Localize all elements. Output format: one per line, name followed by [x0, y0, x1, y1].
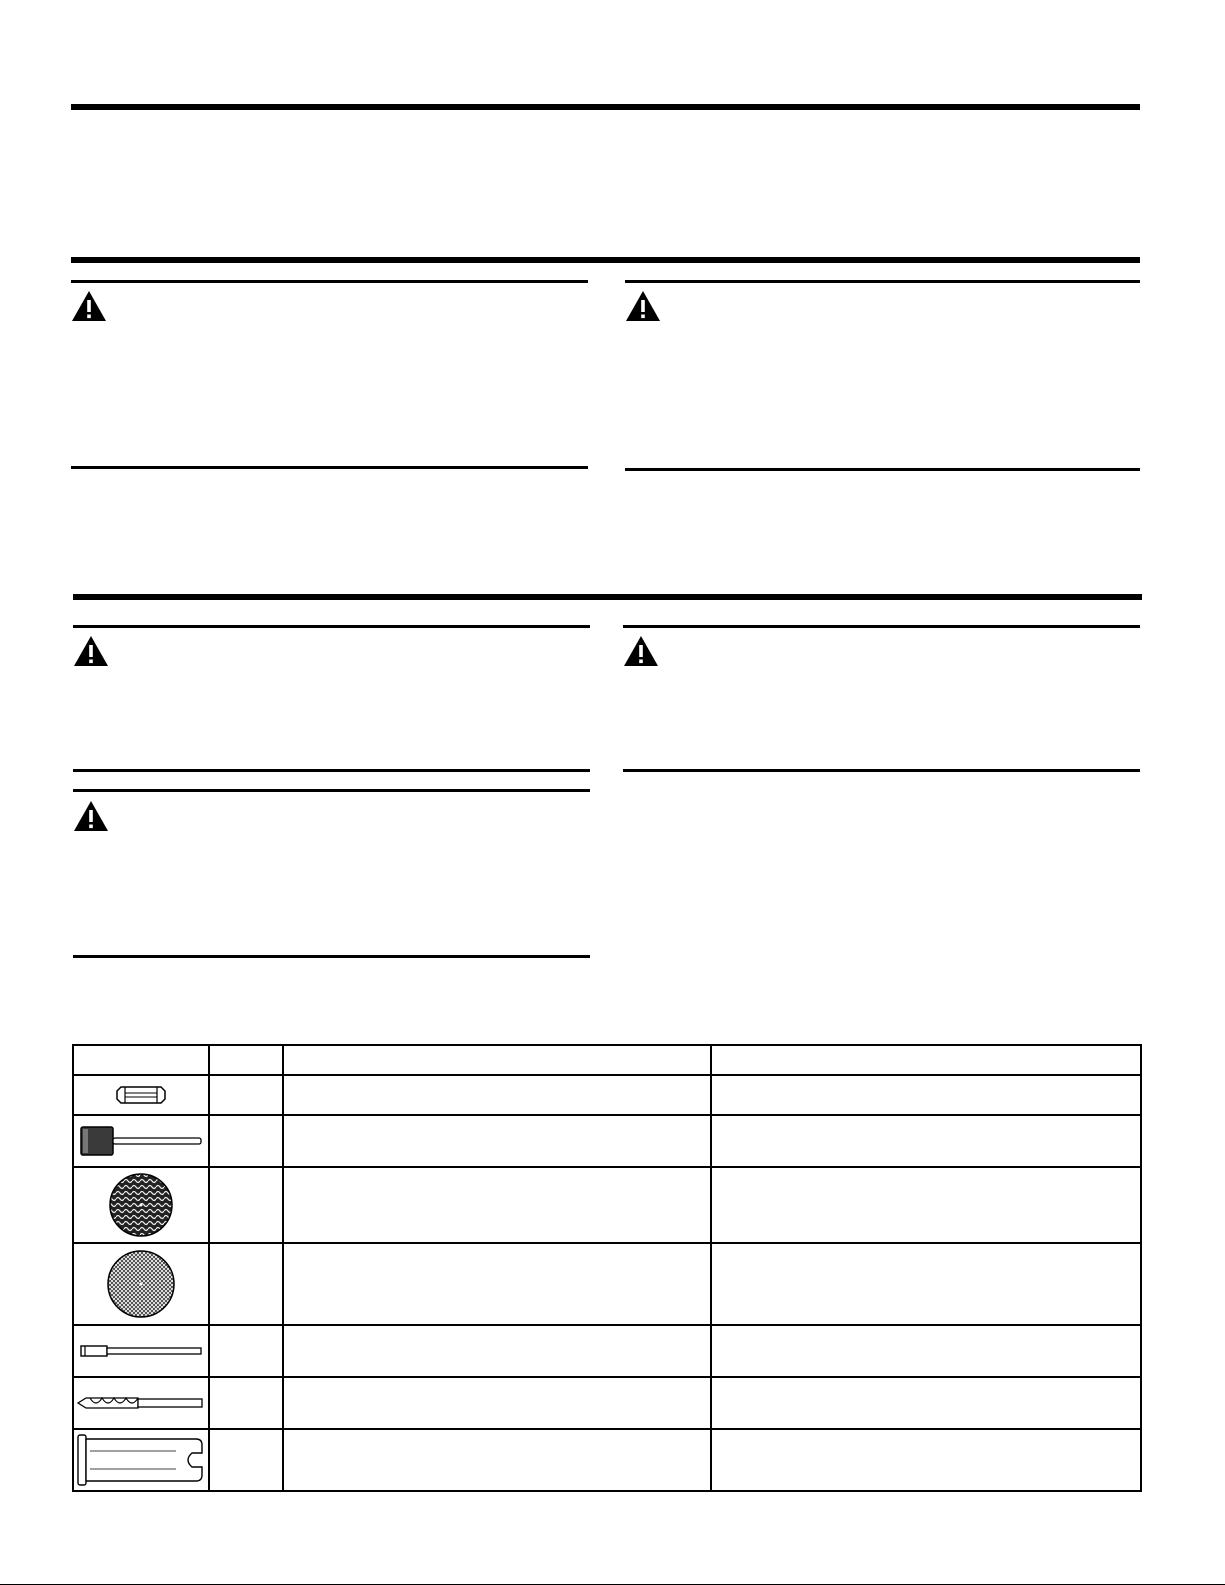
warning-box-2-bottom-rule — [625, 468, 1140, 471]
row-qty — [209, 1325, 283, 1377]
row-qty — [209, 1167, 283, 1243]
collet-icon — [115, 1082, 167, 1108]
row-use — [711, 1377, 1141, 1429]
row-illustration — [73, 1075, 209, 1115]
reinforced-cutoff-wheel-icon — [106, 1249, 176, 1319]
warning-triangle-icon — [623, 635, 659, 667]
header-qty — [209, 1045, 283, 1075]
row-description — [283, 1115, 711, 1167]
cutting-wheel-icon — [108, 1172, 174, 1238]
row-use — [711, 1243, 1141, 1325]
row-illustration — [73, 1167, 209, 1243]
row-qty — [209, 1429, 283, 1491]
table-header-row — [73, 1045, 1141, 1075]
warning-box-2-top-rule — [625, 280, 1140, 283]
mandrel-icon — [78, 1342, 204, 1360]
warning-box-5-top-rule — [73, 789, 590, 792]
row-qty — [209, 1377, 283, 1429]
table-row — [73, 1325, 1141, 1377]
warning-triangle-icon — [71, 290, 107, 322]
warning-box-1-top-rule — [71, 280, 588, 283]
header-use — [711, 1045, 1141, 1075]
row-description — [283, 1167, 711, 1243]
drum-sander-icon — [78, 1123, 204, 1159]
row-qty — [209, 1243, 283, 1325]
table-row — [73, 1243, 1141, 1325]
row-use — [711, 1075, 1141, 1115]
row-illustration — [73, 1115, 209, 1167]
table-row — [73, 1429, 1141, 1491]
warning-box-4-top-rule — [623, 625, 1140, 628]
warning-triangle-icon — [625, 290, 661, 322]
row-illustration — [73, 1377, 209, 1429]
row-illustration — [73, 1325, 209, 1377]
row-description — [283, 1377, 711, 1429]
row-use — [711, 1429, 1141, 1491]
row-illustration — [73, 1243, 209, 1325]
row-qty — [209, 1115, 283, 1167]
table-row — [73, 1167, 1141, 1243]
section-2-rule — [73, 594, 1142, 600]
row-use — [711, 1167, 1141, 1243]
warning-box-3-bottom-rule — [73, 769, 590, 772]
warning-box-1-bottom-rule — [71, 466, 588, 469]
row-description — [283, 1429, 711, 1491]
warning-box-4-bottom-rule — [623, 769, 1140, 772]
warning-triangle-icon — [73, 800, 109, 832]
wrench-icon — [76, 1431, 206, 1489]
row-use — [711, 1115, 1141, 1167]
parts-table — [72, 1044, 1142, 1492]
warning-box-5-bottom-rule — [73, 955, 590, 958]
table-row — [73, 1115, 1141, 1167]
section-1-top-rule — [71, 104, 1140, 110]
row-description — [283, 1325, 711, 1377]
table-row — [73, 1377, 1141, 1429]
header-illustration — [73, 1045, 209, 1075]
header-description — [283, 1045, 711, 1075]
row-description — [283, 1075, 711, 1115]
table-row — [73, 1075, 1141, 1115]
warning-triangle-icon — [73, 635, 109, 667]
warning-box-3-top-rule — [73, 625, 590, 628]
row-use — [711, 1325, 1141, 1377]
row-illustration — [73, 1429, 209, 1491]
drill-bit-icon — [76, 1394, 206, 1412]
row-description — [283, 1243, 711, 1325]
row-qty — [209, 1075, 283, 1115]
section-1-bottom-rule — [71, 257, 1140, 263]
